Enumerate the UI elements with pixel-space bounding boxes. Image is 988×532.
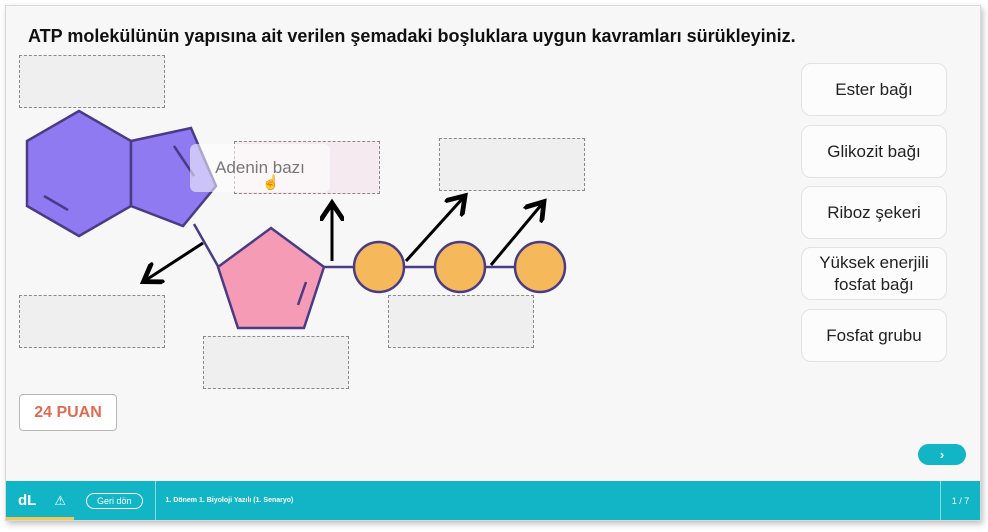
option-glycosidic-bond[interactable]: Glikozit bağı	[801, 125, 947, 178]
next-button[interactable]: ›	[918, 444, 966, 465]
activity-stage	[5, 5, 981, 521]
option-ribose-sugar[interactable]: Riboz şekeri	[801, 186, 947, 239]
progress-bar	[6, 517, 74, 520]
footer-bar	[6, 481, 980, 520]
adenine-base-shape	[27, 111, 216, 236]
atp-diagram	[6, 6, 786, 406]
option-ester-bond[interactable]: Ester bağı	[801, 63, 947, 116]
score-badge: 24 PUAN	[19, 394, 117, 431]
back-button[interactable]: Geri dön	[86, 493, 143, 509]
ribose-sugar-shape	[218, 228, 324, 328]
dragged-option-adenine[interactable]: Adenin bazı	[190, 144, 330, 192]
phosphate-1-shape	[354, 242, 404, 292]
arrow-to-left-zone	[146, 243, 203, 280]
warning-icon[interactable]: ⚠	[54, 492, 66, 508]
option-phosphate-group[interactable]: Fosfat grubu	[801, 309, 947, 362]
page-indicator: 1 / 7	[940, 481, 980, 520]
breadcrumb: 1. Dönem 1. Biyoloji Yazılı (1. Senaryo)	[165, 497, 294, 504]
option-high-energy-phosphate-bond[interactable]: Yüksek enerjili fosfat bağı	[801, 247, 947, 300]
drop-zone-top-center[interactable]	[215, 141, 380, 194]
phosphate-3-shape	[515, 242, 565, 292]
phosphate-2-shape	[435, 242, 485, 292]
footer-divider	[155, 481, 156, 520]
logo-icon[interactable]: dL	[18, 492, 37, 509]
hand-cursor-icon: ☝	[262, 174, 280, 190]
question-text: ATP molekülünün yapısına ait verilen şemadaki boşluklara uygun kavramları sürükleyiniz.	[28, 26, 796, 46]
